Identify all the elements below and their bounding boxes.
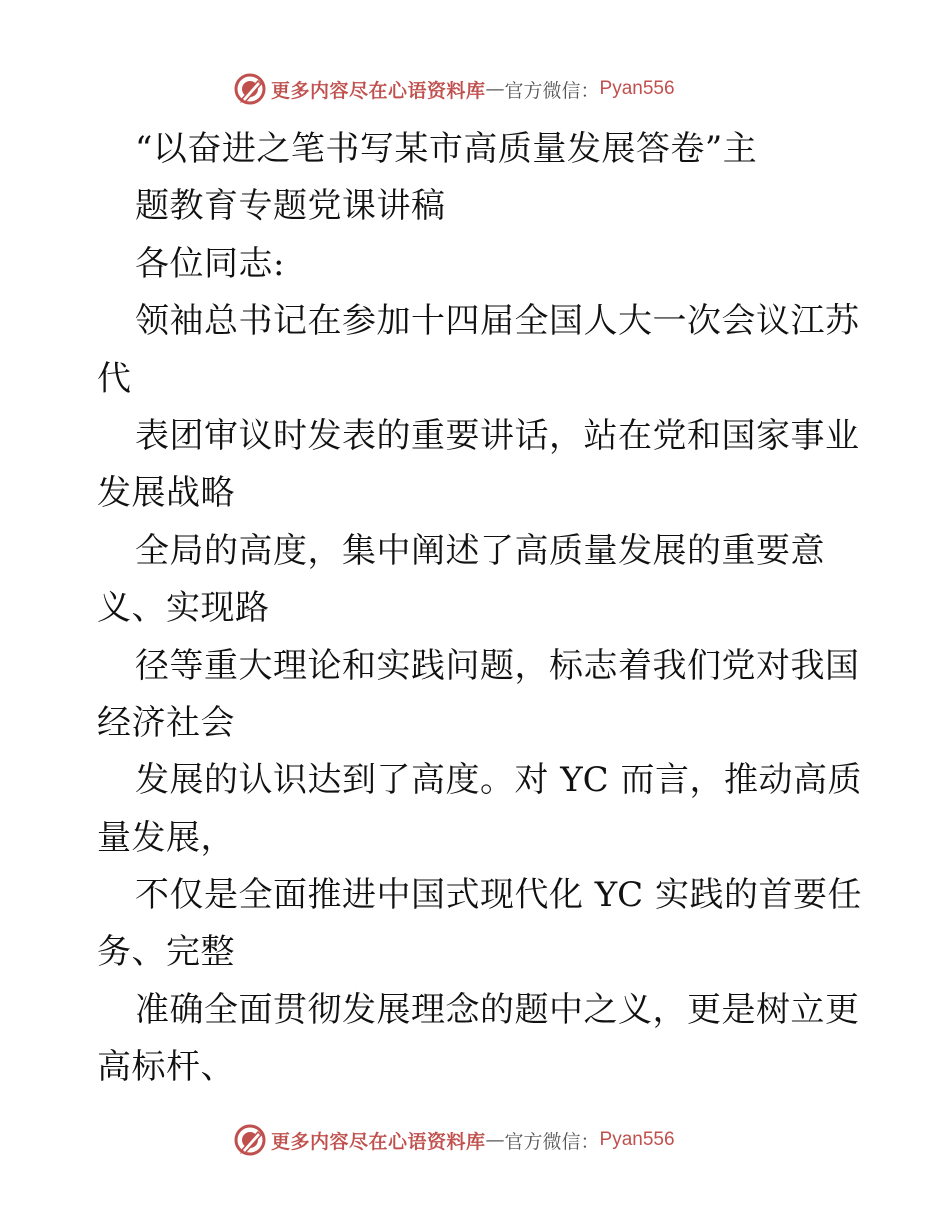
paragraph-line: 准确全面贯彻发展理念的题中之义，更是树立更 <box>135 989 860 1030</box>
paragraph-line: 量发展， <box>97 817 235 858</box>
banner-dash: — <box>485 1129 505 1151</box>
banner-wechat-label: 官方微信： <box>504 79 600 102</box>
banner-slogan: 更多内容尽在心语资料库 <box>271 79 486 102</box>
header-banner <box>233 72 675 106</box>
banner-dash: — <box>485 78 505 100</box>
document-body <box>97 121 867 1097</box>
paragraph-line: 义、实现路 <box>97 588 270 629</box>
paragraph-line: 径等重大理论和实践问题，标志着我们党对我国 <box>135 645 860 686</box>
paragraph-line: 表团审议时发表的重要讲话，站在党和国家事业 <box>135 415 860 456</box>
paragraph-line: 高标杆、 <box>97 1047 235 1088</box>
paragraph-line: 务、完整 <box>97 932 235 973</box>
title-line-2: 题教育专题党课讲稿 <box>135 186 446 227</box>
title-line-1: “以奋进之笔书写某市高质量发展答卷”主 <box>135 129 758 169</box>
banner-slogan: 更多内容尽在心语资料库 <box>271 1130 486 1153</box>
pen-logo-icon <box>233 1123 267 1157</box>
paragraph-line: 全局的高度，集中阐述了高质量发展的重要意 <box>135 530 825 571</box>
salutation: 各位同志: <box>135 243 285 284</box>
paragraph-line: 发展战略 <box>97 473 235 514</box>
paragraph-line: 代 <box>97 358 132 399</box>
paragraph-line: 发展的认识达到了高度。对 YC 而言，推动高质 <box>135 760 862 801</box>
paragraph-line: 经济社会 <box>97 702 235 743</box>
banner-wechat-id: Pyan556 <box>599 78 675 99</box>
banner-wechat-label: 官方微信： <box>504 1130 600 1153</box>
footer-banner <box>233 1123 675 1157</box>
paragraph-line: 领袖总书记在参加十四届全国人大一次会议江苏 <box>135 301 860 342</box>
pen-logo-icon <box>233 72 267 106</box>
banner-wechat-id: Pyan556 <box>599 1129 675 1150</box>
paragraph-line: 不仅是全面推进中国式现代化 YC 实践的首要任 <box>135 875 862 916</box>
